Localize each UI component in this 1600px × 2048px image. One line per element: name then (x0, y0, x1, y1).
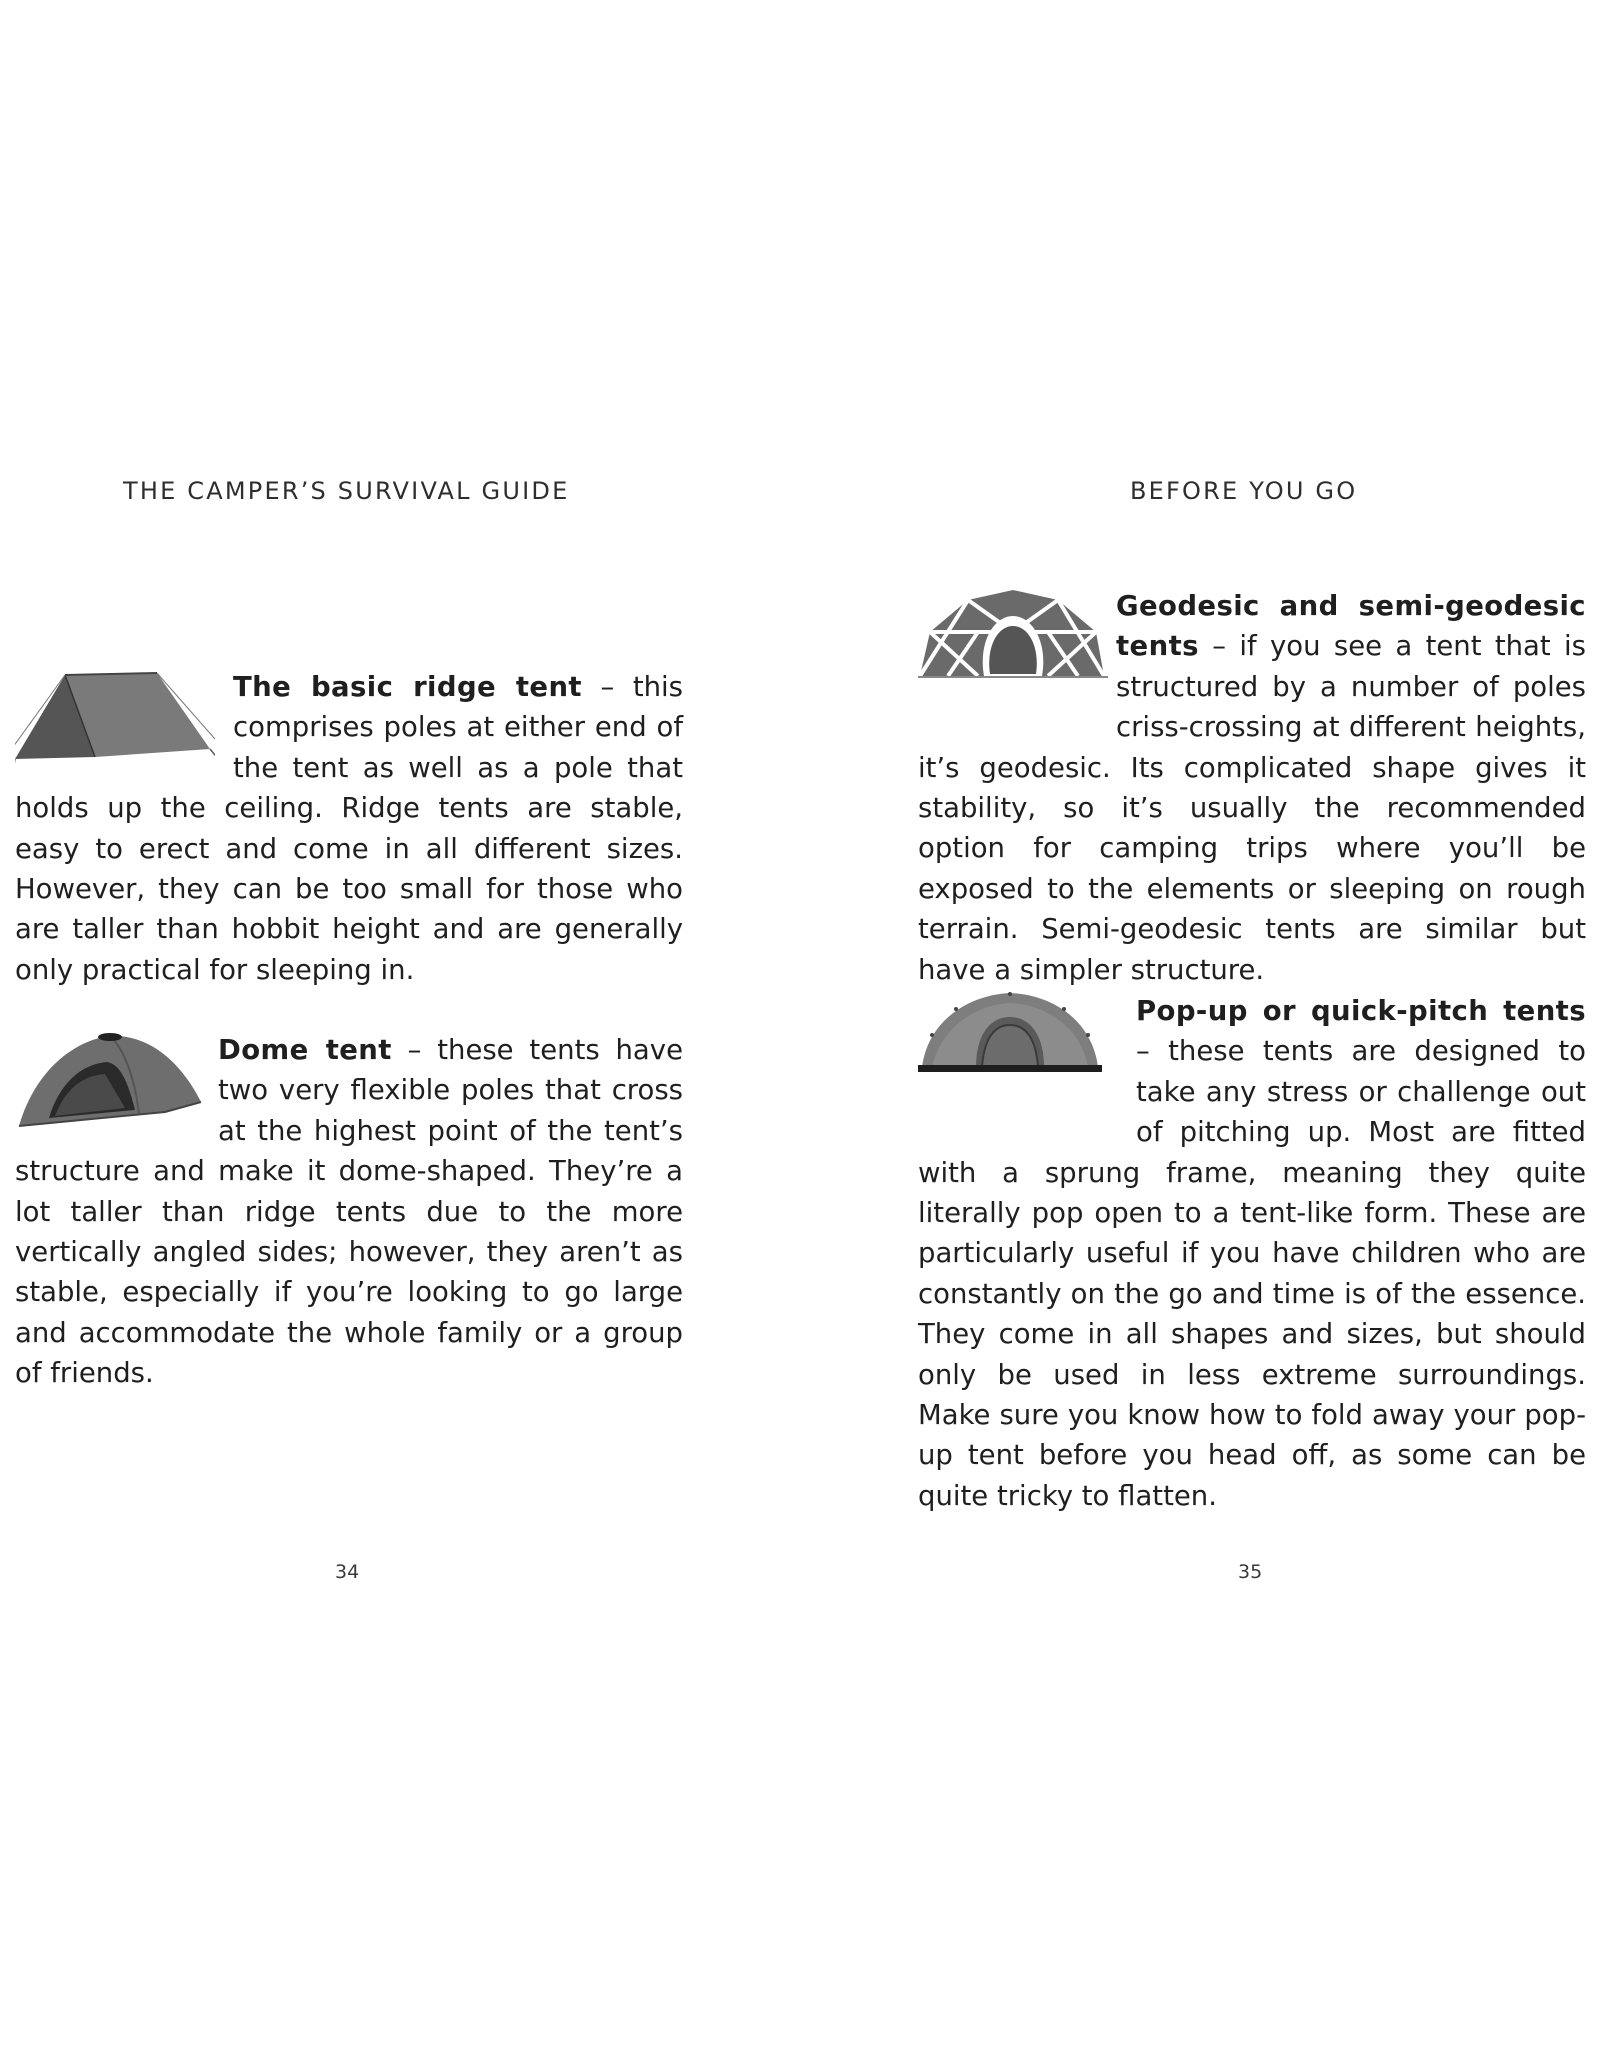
entry-term: Dome tent (218, 1034, 392, 1066)
entry-dome-tent (15, 1030, 683, 1394)
entry-term: Geodesic and semi-geodesic tents (1116, 590, 1586, 663)
entry-text: – if you see a tent that is structured by a number of poles criss-crossing at different heights, it’s geodesic. Its complicated shape gives it stability, so it’s usually the recommended option for camping trips where you’ll be exposed to the elements or sleeping on rough terrain. Semi-geodesic tents are similar but have a simpler structure. (918, 630, 1586, 986)
entry-term: The basic ridge tent (233, 671, 582, 703)
geodesic-tent-icon (918, 586, 1116, 708)
entry-term: Pop-up or quick-pitch tents (1136, 995, 1586, 1027)
entry-ridge-tent (15, 667, 683, 990)
ridge-tent-icon (15, 667, 233, 787)
page-number: 34 (335, 1561, 360, 1583)
entry-text: – these tents have two very flexible poles that cross at the highest point of the tent’s structure and make it dome-shaped. They’re a lot taller than ridge tents due to the more vertically angled sides; however, they aren’t as stable, especially if you’re looking to go large and accommodate the whole family or a group of friends. (15, 1034, 683, 1390)
page-number: 35 (1238, 1561, 1263, 1583)
dome-tent-icon (15, 1030, 218, 1150)
running-head: BEFORE YOU GO (1130, 477, 1358, 505)
entry-geodesic-tent (918, 586, 1586, 990)
running-head: THE CAMPER’S SURVIVAL GUIDE (123, 477, 570, 505)
entry-text: – this comprises poles at either end of the tent as well as a pole that holds up the ceiling. Ridge tents are stable, easy to erect and come in all different sizes. However, they can be too small for those who are taller than hobbit height and are generally only practical for sleeping in. (15, 671, 683, 986)
popup-tent-icon (918, 991, 1136, 1113)
right-page (918, 0, 1600, 2048)
left-page (15, 0, 697, 2048)
entry-popup-tent (918, 991, 1586, 1516)
entry-text: – these tents are designed to take any stress or challenge out of pitching up. Most are fitted with a sprung frame, meaning they quite literally pop open to a tent-like form. These are particularly useful if you have children who are constantly on the go and time is of the essence. They come in all shapes and sizes, but should only be used in less extreme surroundings. Make sure you know how to fold away your pop-up tent before you head off, as some can be quite tricky to flatten. (918, 1035, 1586, 1512)
